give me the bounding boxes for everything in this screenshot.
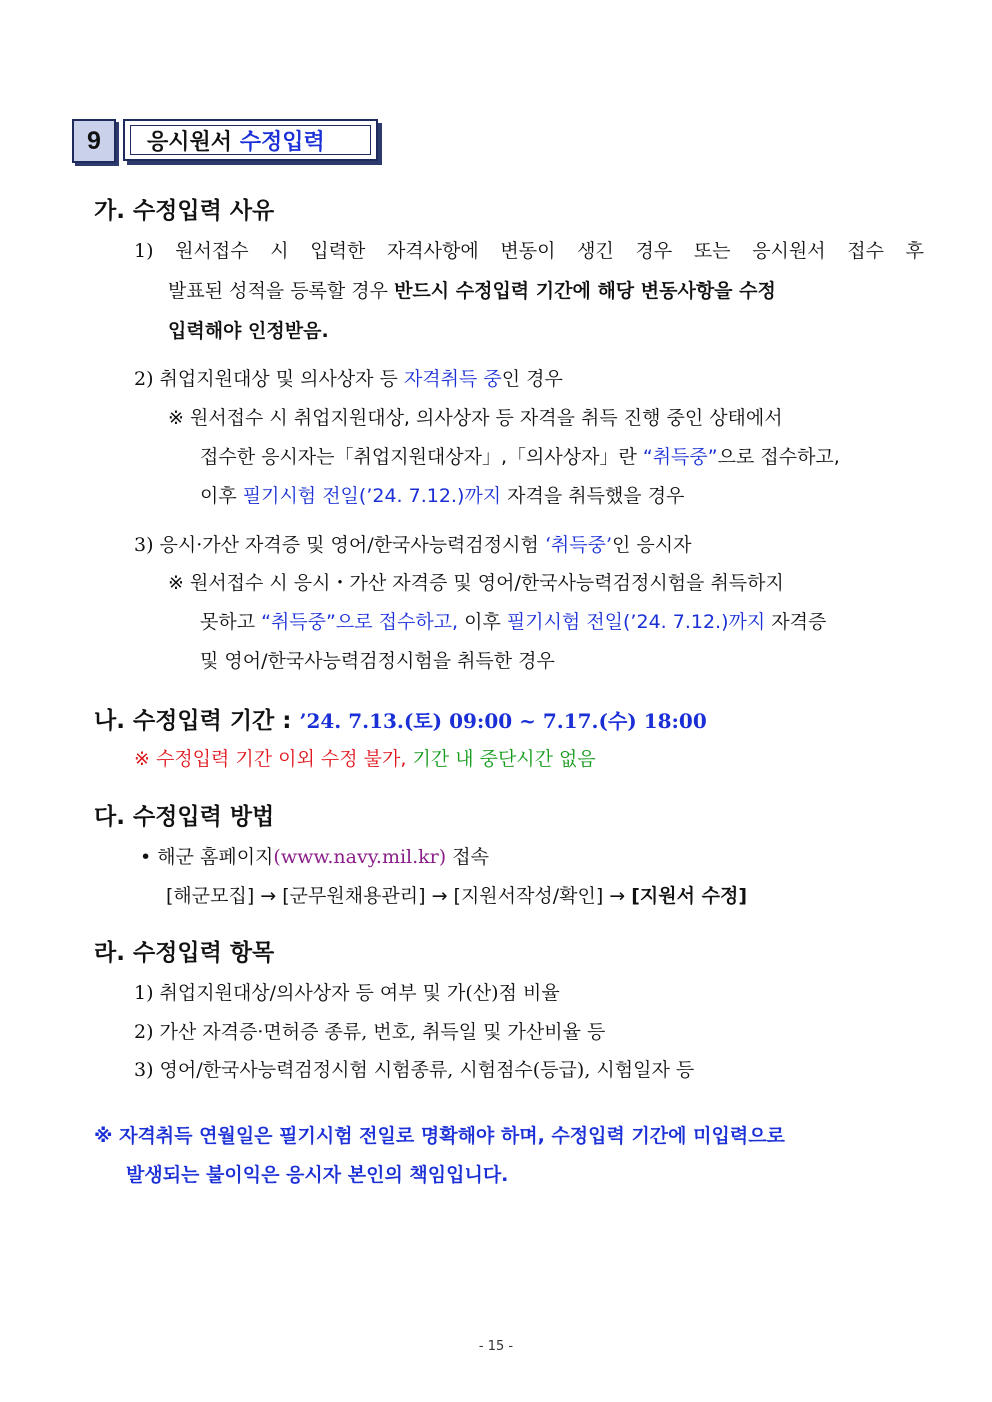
ga-item2-note2-c: 으로 접수하고, xyxy=(717,446,840,468)
ga-item3-note2-e: 자격증 xyxy=(765,611,827,633)
na-period: ’24. 7.13.(토) 09:00 ~ 7.17.(수) 18:00 xyxy=(299,709,707,733)
ga-item2-c: 인 경우 xyxy=(501,368,563,390)
da-path-normal: [해군모집] → [군무원채용관리] → [지원서작성/확인] → xyxy=(166,885,632,907)
ga-item2-b: 자격취득 중 xyxy=(403,368,502,390)
ga-item2-note3-b: 필기시험 전일(’24. 7.12.)까지 xyxy=(242,485,502,507)
na-line xyxy=(94,702,707,735)
da-bullet-suffix: 접속 xyxy=(446,846,489,868)
da-bullet xyxy=(140,842,489,869)
page-number: - 15 - xyxy=(478,1339,514,1354)
ga-item1-line2-bold: 반드시 수정입력 기간에 해당 변동사항을 수정 xyxy=(394,280,776,302)
ga-item3-line xyxy=(134,530,692,557)
final-note-line1: ※ 자격취득 연월일은 필기시험 전일로 명확해야 하며, 수정입력 기간에 미입력으로 xyxy=(94,1125,785,1147)
da-path-bold: [지원서 수정] xyxy=(631,885,748,907)
ga-item2-note3-a: 이후 xyxy=(200,485,243,507)
ga-item2-note3-c: 자격을 취득했을 경우 xyxy=(501,485,685,507)
na-note-red: ※ 수정입력 기간 이외 수정 불가, xyxy=(134,748,413,770)
da-url: (www.navy.mil.kr) xyxy=(273,846,447,868)
da-path xyxy=(166,881,747,908)
ga-item3-c: 인 응시자 xyxy=(612,534,692,556)
ga-item2-note-line3 xyxy=(200,481,684,508)
ra-item-3: 3) 영어/한국사능력검정시험 시험종류, 시험점수(등급), 시험일자 등 xyxy=(134,1059,695,1081)
ga-item1-line3: 입력해야 인정받음. xyxy=(168,320,329,342)
ra-item-1: 1) 취업지원대상/의사상자 등 여부 및 가(산)점 비율 xyxy=(134,982,560,1004)
section-title-part2: 수정입력 xyxy=(239,129,325,155)
na-note xyxy=(134,744,596,771)
section-title-box xyxy=(123,119,378,161)
ga-item3-b: ‘취득중’ xyxy=(544,534,613,556)
na-note-green: 기간 내 중단시간 없음 xyxy=(412,748,596,770)
ga-item1-line2-normal: 발표된 성적을 등록할 경우 xyxy=(168,280,395,302)
ga-item3-note2-c: 이후 xyxy=(458,611,507,633)
ga-item1-line1: 1) 원서접수 시 입력한 자격사항에 변동이 생긴 경우 또는 응시원서 접수 후 xyxy=(134,240,924,262)
section-number: 9 xyxy=(72,119,116,163)
ga-item3-note2-a: 못하고 xyxy=(200,611,262,633)
ga-item3-note-line2 xyxy=(200,607,826,634)
heading-na: 나. 수정입력 기간 : xyxy=(94,708,300,734)
ga-item1-line2 xyxy=(168,276,924,303)
final-note-line2: 발생되는 불이익은 응시자 본인의 책임입니다. xyxy=(126,1164,509,1186)
ga-item2-line xyxy=(134,364,563,391)
heading-ga: 가. 수정입력 사유 xyxy=(94,198,275,224)
section-title xyxy=(130,125,371,155)
section-title-part1: 응시원서 xyxy=(147,129,233,155)
heading-da: 다. 수정입력 방법 xyxy=(94,804,275,830)
ga-item3-a: 3) 응시·가산 자격증 및 영어/한국사능력검정시험 xyxy=(134,534,545,556)
ga-item3-note2-d: 필기시험 전일(’24. 7.12.)까지 xyxy=(506,611,766,633)
ga-item3-note-line3: 및 영어/한국사능력검정시험을 취득한 경우 xyxy=(200,650,555,672)
da-bullet-text: • 해군 홈페이지 xyxy=(140,846,274,868)
ga-item3-note-line1: ※ 원서접수 시 응시・가산 자격증 및 영어/한국사능력검정시험을 취득하지 xyxy=(168,572,784,594)
ga-item2-note2-a: 접수한 응시자는「취업지원대상자」,「의사상자」란 xyxy=(200,446,643,468)
ga-item2-note-line1: ※ 원서접수 시 취업지원대상, 의사상자 등 자격을 취득 진행 중인 상태에서 xyxy=(168,407,783,429)
ga-item2-note2-b: “취득중” xyxy=(642,446,718,468)
heading-ra: 라. 수정입력 항목 xyxy=(94,940,275,966)
ga-item2-a: 2) 취업지원대상 및 의사상자 등 xyxy=(134,368,404,390)
ga-item3-note2-b: “취득중”으로 접수하고, xyxy=(261,611,459,633)
ra-item-2: 2) 가산 자격증·면허증 종류, 번호, 취득일 및 가산비율 등 xyxy=(134,1021,606,1043)
ga-item2-note-line2 xyxy=(200,442,840,469)
